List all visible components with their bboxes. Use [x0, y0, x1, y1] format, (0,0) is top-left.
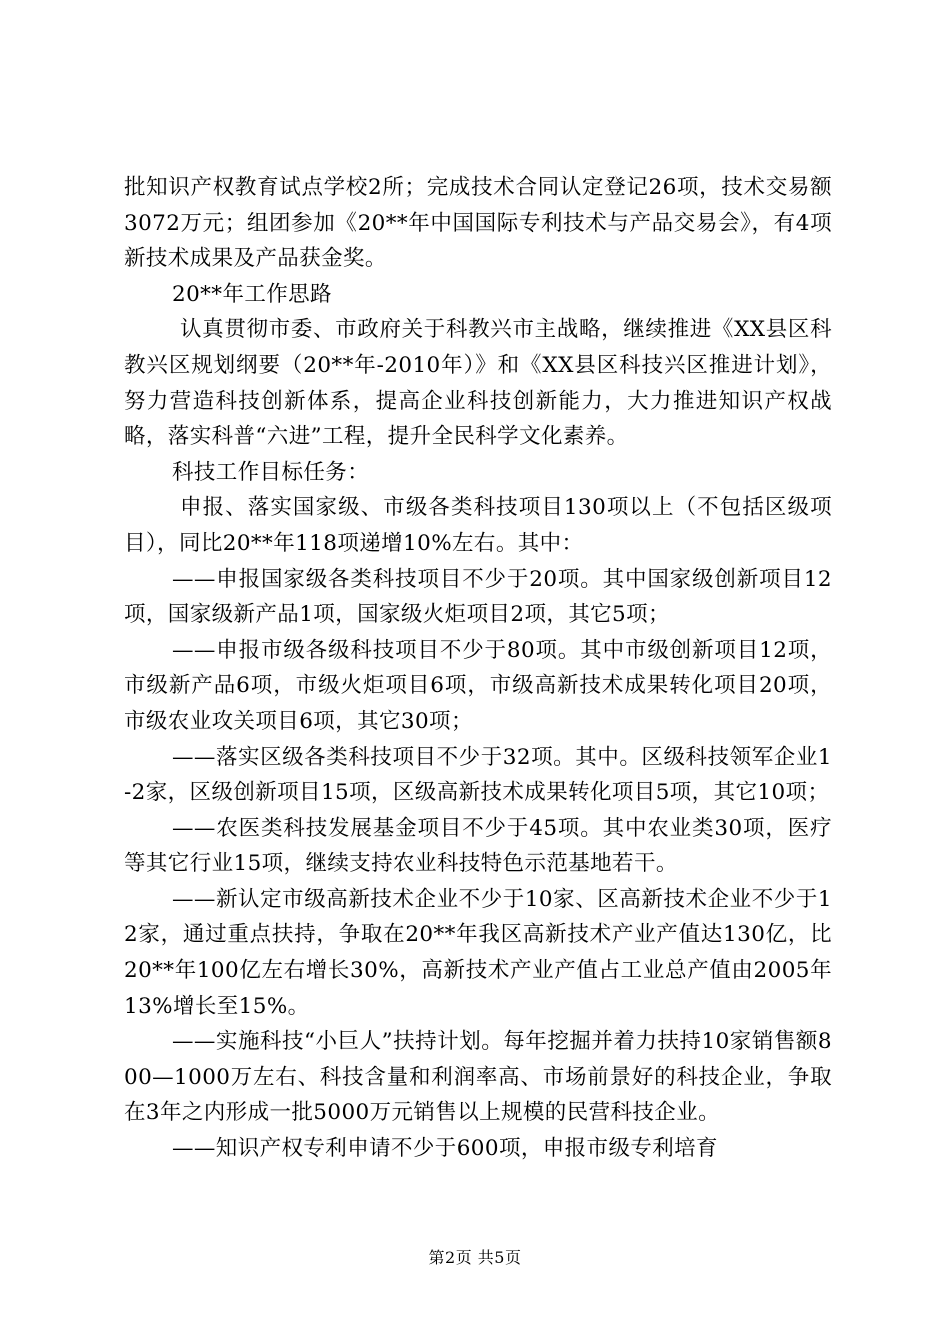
paragraph-targets-intro: 申报、落实国家级、市级各类科技项目130项以上（不包括区级项目），同比20**年118项递增10%左右。其中： [124, 495, 832, 556]
list-item-national-projects: ——申报国家级各类科技项目不少于20项。其中国家级创新项目12项，国家级新产品1项，国家级火炬项目2项，其它5项； [124, 566, 832, 628]
page-number-footer: 第2页 共5页 [428, 1248, 522, 1267]
section-heading-targets: 科技工作目标任务： [172, 459, 370, 485]
document-body [124, 170, 832, 1167]
list-item-municipal-projects: ——申报市级各级科技项目不少于80项。其中市级创新项目12项，市级新产品6项，市级火炬项目6项，市级高新技术成果转化项目20项，市级农业攻关项目6项，其它30项； [124, 637, 832, 734]
paragraph-work-ideas: 认真贯彻市委、市政府关于科教兴市主战略，继续推进《XX县区科教兴区规划纲要（20**年-2010年）》和《XX县区科技兴区推进计划》，努力营造科技创新体系，提高企业科技创新能力，大力推进知识产权战略，落实科普“六进”工程，提升全民科学文化素养。 [124, 317, 832, 450]
paragraph-continuation: 批知识产权教育试点学校2所；完成技术合同认定登记26项，技术交易额3072万元；组团参加《20**年中国国际专利技术与产品交易会》，有4项新技术成果及产品获金奖。 [124, 175, 832, 272]
list-item-high-tech-enterprises: ——新认定市级高新技术企业不少于10家、区高新技术企业不少于12家，通过重点扶持，争取在20**年我区高新技术产业产值达130亿，比20**年100亿左右增长30%，高新技术产业产值占工业总产值由2005年13%增长至15%。 [124, 886, 832, 1019]
list-item-district-projects: ——落实区级各类科技项目不少于32项。其中。区级科技领军企业1-2家，区级创新项目15项，区级高新技术成果转化项目5项，其它10项； [124, 744, 832, 806]
list-item-patent-applications: ——知识产权专利申请不少于600项，申报市级专利培育 [172, 1136, 718, 1162]
list-item-agri-medical-fund: ——农医类科技发展基金项目不少于45项。其中农业类30项，医疗等其它行业15项，继续支持农业科技特色示范基地若干。 [124, 815, 832, 877]
section-heading-work-ideas: 20**年工作思路 [172, 281, 332, 307]
list-item-little-giant-plan: ——实施科技“小巨人”扶持计划。每年挖掘并着力扶持10家销售额800—1000万左右、科技含量和利润率高、市场前景好的科技企业，争取在3年之内形成一批5000万元销售以上规模的民营科技企业。 [124, 1029, 832, 1126]
